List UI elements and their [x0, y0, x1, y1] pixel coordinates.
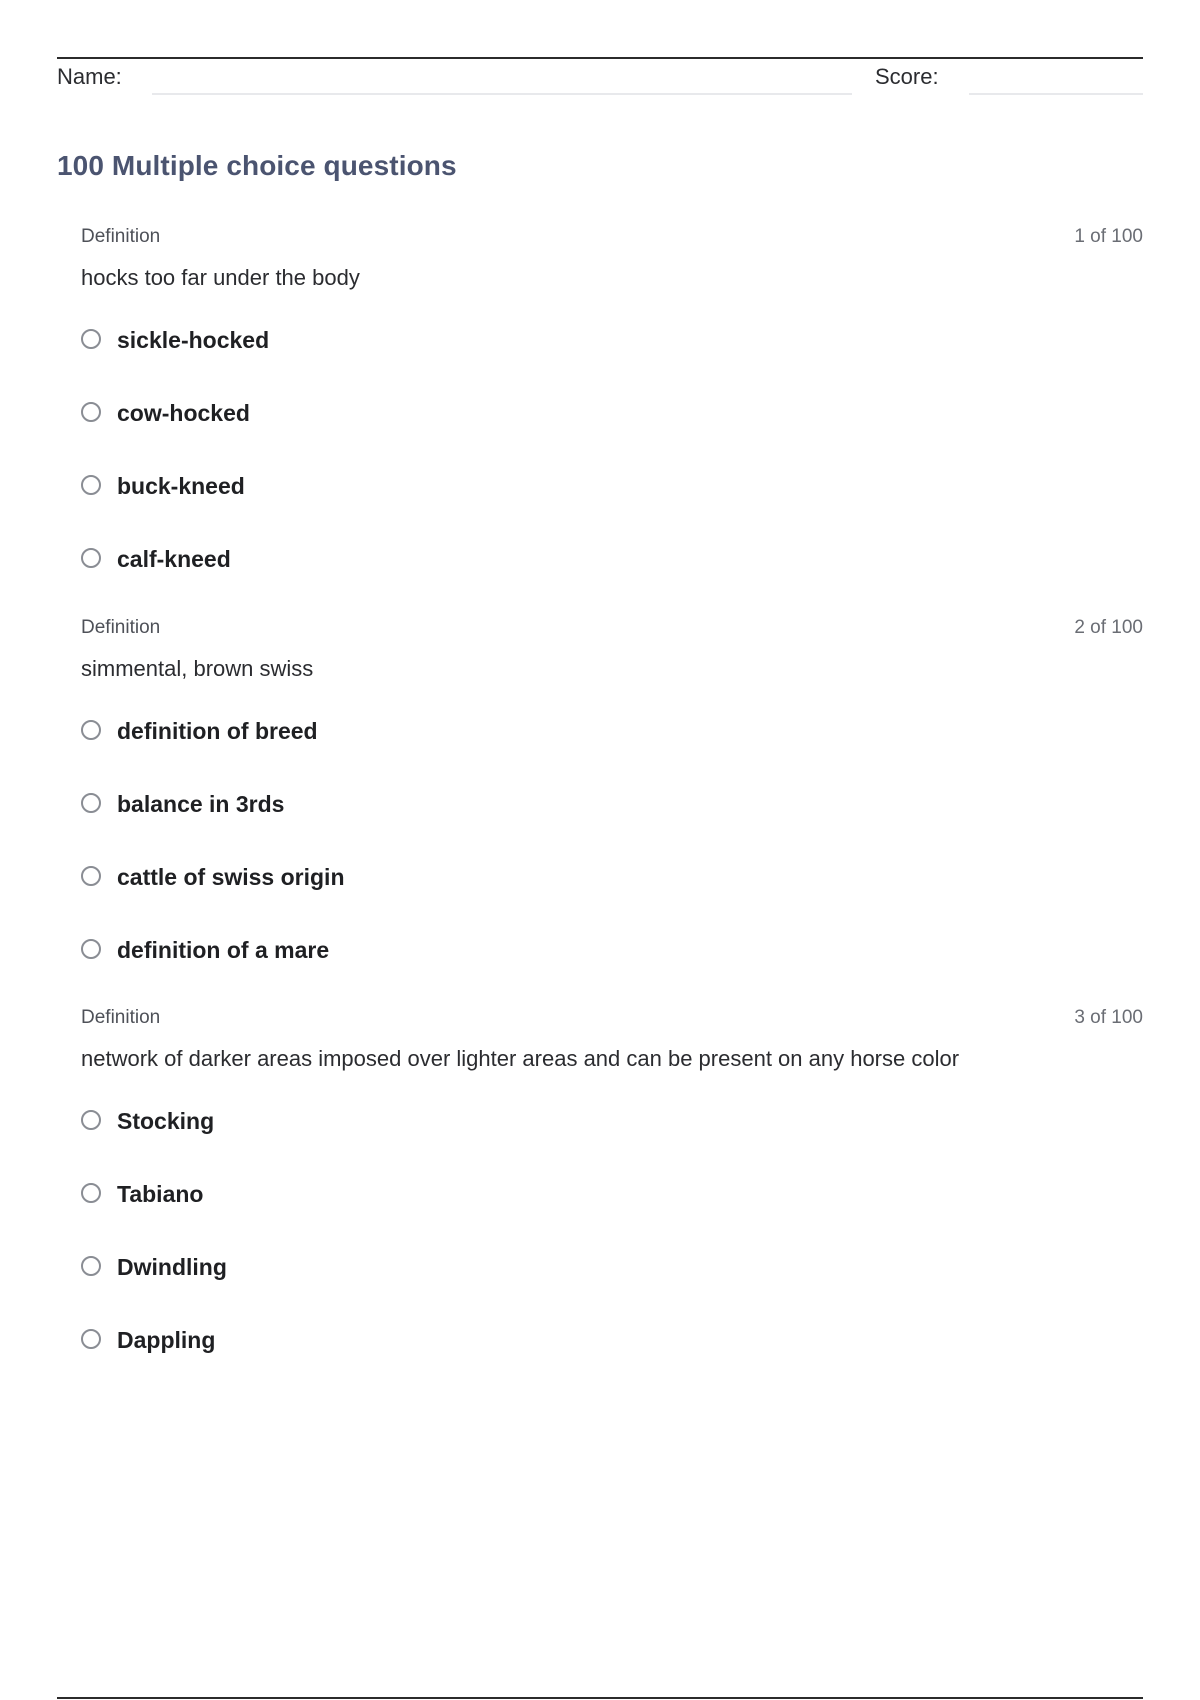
- answer-option[interactable]: [81, 720, 681, 793]
- answer-option[interactable]: [81, 475, 681, 548]
- answer-option[interactable]: [81, 329, 681, 402]
- radio-button-icon[interactable]: [81, 329, 101, 349]
- radio-button-icon[interactable]: [81, 793, 101, 813]
- answer-option-label[interactable]: Dappling: [117, 1327, 216, 1353]
- radio-button-icon[interactable]: [81, 1110, 101, 1130]
- answer-option-label[interactable]: cattle of swiss origin: [117, 864, 345, 890]
- page-title: 100 Multiple choice questions: [57, 150, 457, 181]
- answer-option-label[interactable]: balance in 3rds: [117, 791, 285, 817]
- question-counter: 2 of 100: [1074, 617, 1143, 638]
- score-field[interactable]: [969, 93, 1143, 95]
- radio-button-icon[interactable]: [81, 402, 101, 422]
- answer-option[interactable]: [81, 1183, 681, 1256]
- radio-button-icon[interactable]: [81, 548, 101, 568]
- question-2: [81, 617, 1143, 963]
- name-label: Name:: [57, 64, 122, 89]
- radio-button-icon[interactable]: [81, 1329, 101, 1349]
- answer-option-label[interactable]: definition of breed: [117, 718, 318, 744]
- question-type-label: Definition: [81, 1007, 161, 1028]
- answer-option-label[interactable]: Stocking: [117, 1108, 215, 1134]
- question-header: [81, 1007, 1143, 1033]
- radio-button-icon[interactable]: [81, 475, 101, 495]
- answer-option-label[interactable]: sickle-hocked: [117, 327, 270, 353]
- header-top-rule: [57, 57, 1143, 59]
- question-counter: 1 of 100: [1074, 226, 1143, 247]
- radio-button-icon[interactable]: [81, 720, 101, 740]
- answer-option-label[interactable]: Dwindling: [117, 1254, 227, 1280]
- question-prompt: hocks too far under the body: [81, 265, 360, 290]
- question-1: [81, 226, 1143, 572]
- answer-option-label[interactable]: calf-kneed: [117, 546, 231, 572]
- answer-option[interactable]: [81, 1256, 681, 1329]
- question-header: [81, 226, 1143, 252]
- question-header: [81, 617, 1143, 643]
- score-label: Score:: [875, 64, 939, 89]
- radio-button-icon[interactable]: [81, 1183, 101, 1203]
- answer-option-label[interactable]: Tabiano: [117, 1181, 204, 1207]
- answer-option[interactable]: [81, 866, 681, 939]
- question-prompt: network of darker areas imposed over lighter areas and can be present on any horse color: [81, 1046, 960, 1071]
- answer-option[interactable]: [81, 1110, 681, 1183]
- answer-option[interactable]: [81, 793, 681, 866]
- radio-button-icon[interactable]: [81, 939, 101, 959]
- answer-option-label[interactable]: definition of a mare: [117, 937, 330, 963]
- header-row: [57, 62, 1143, 98]
- answer-option-label[interactable]: cow-hocked: [117, 400, 250, 426]
- radio-button-icon[interactable]: [81, 1256, 101, 1276]
- question-3: [81, 1007, 1143, 1353]
- question-type-label: Definition: [81, 617, 161, 638]
- answer-option[interactable]: [81, 548, 681, 621]
- answer-option[interactable]: [81, 1329, 681, 1402]
- answer-option[interactable]: [81, 402, 681, 475]
- answer-options: [81, 329, 681, 621]
- question-counter: 3 of 100: [1074, 1007, 1143, 1028]
- answer-option-label[interactable]: buck-kneed: [117, 473, 245, 499]
- name-field[interactable]: [152, 93, 852, 95]
- answer-options: [81, 1110, 681, 1402]
- answer-options: [81, 720, 681, 1012]
- question-prompt: simmental, brown swiss: [81, 656, 314, 681]
- radio-button-icon[interactable]: [81, 866, 101, 886]
- footer-rule: [57, 1697, 1143, 1699]
- answer-option[interactable]: [81, 939, 681, 1012]
- question-type-label: Definition: [81, 226, 161, 247]
